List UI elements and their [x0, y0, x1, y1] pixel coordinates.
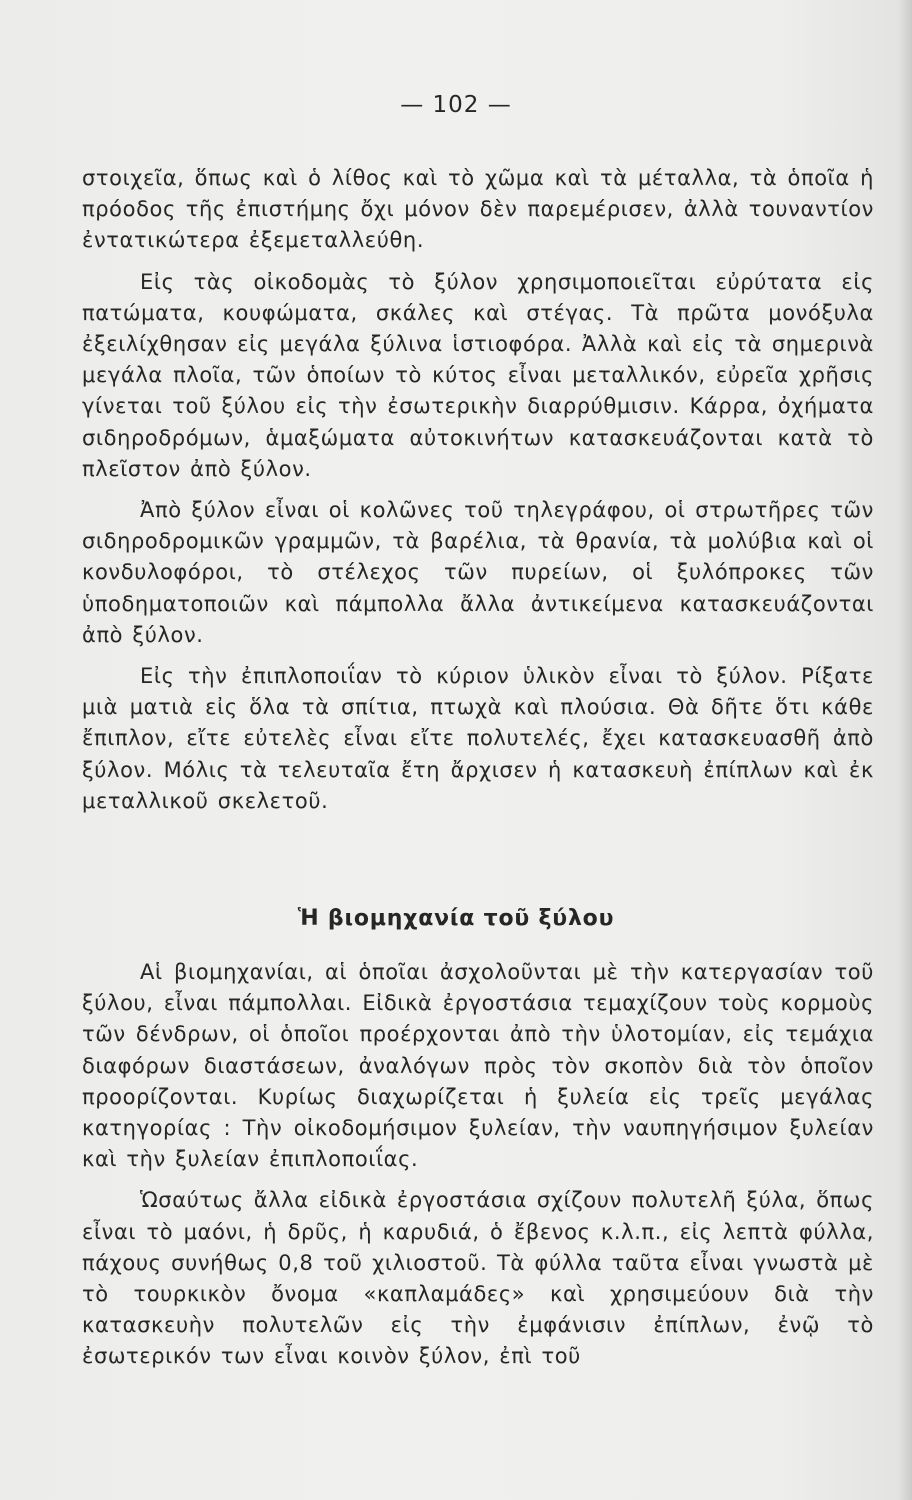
paragraph-wooden-objects: Ἀπὸ ξύλον εἶναι οἱ κολῶνες τοῦ τηλεγράφου, οἱ στρωτῆρες τῶν σιδηροδρομικῶν γραμμῶν, τὰ βαρέλια, τὰ θρανία, τὰ μολύβια καὶ οἱ κονδυλοφόροι, τὸ στέλεχος τῶν πυρείων, οἱ ξυλόπροκες τῶν ὑποδηματοποιῶν καὶ πάμπολλα ἄλλα ἀντικείμενα κατασκευάζονται ἀπὸ ξύλον. [82, 498, 874, 647]
paragraph-continued: στοιχεῖα, ὅπως καὶ ὁ λίθος καὶ τὸ χῶμα καὶ τὰ μέταλλα, τὰ ὁποῖα ἡ πρόοδος τῆς ἐπιστήμης ὄχι μόνον δὲν παρεμέρισεν, ἀλλὰ τουναντίον ἐντατικώτερα ἐξεμεταλλεύθη. [82, 166, 874, 253]
text-block-top [82, 163, 874, 817]
paragraph-construction: Εἰς τὰς οἰκοδομὰς τὸ ξύλον χρησιμοποιεῖται εὐρύτατα εἰς πατώματα, κουφώματα, σκάλες καὶ στέγας. Τὰ πρῶτα μονόξυλα ἐξειλίχθησαν εἰς μεγάλα ξύλινα ἱστιοφόρα. Ἀλλὰ καὶ εἰς τὰ σημερινὰ μεγάλα πλοῖα, τῶν ὁποίων τὸ κύτος εἶναι μεταλλικόν, εὐρεῖα χρῆσις γίνεται τοῦ ξύλου εἰς τὴν ἐσωτερικὴν διαρρύθμισιν. Κάρρα, ὀχήματα σιδηροδρόμων, ἁμαξώματα αὐτοκινήτων κατασκευάζονται κατὰ τὸ πλεῖστον ἀπὸ ξύλον. [82, 269, 874, 481]
page-edge-shadow [898, 0, 912, 1500]
paragraph-furniture: Εἰς τὴν ἐπιπλοποιΐαν τὸ κύριον ὑλικὸν εἶναι τὸ ξύλον. Ρίξατε μιὰ ματιὰ εἰς ὅλα τὰ σπίτια, πτωχὰ καὶ πλούσια. Θὰ δῆτε ὅτι κάθε ἔπιπλον, εἴτε εὐτελὲς εἶναι εἴτε πολυτελές, ἔχει κατασκευασθῆ ἀπὸ ξύλον. Μόλις τὰ τελευταῖα ἔτη ἄρχισεν ἡ κατασκευὴ ἐπίπλων καὶ ἐκ μεταλλικοῦ σκελετοῦ. [82, 664, 874, 813]
section-heading: Ἡ βιομηχανία τοῦ ξύλου [297, 906, 615, 931]
paragraph-wood-industry: Αἱ βιομηχανίαι, αἱ ὁποῖαι ἀσχολοῦνται μὲ τὴν κατεργασίαν τοῦ ξύλου, εἶναι πάμπολλαι. Εἰδικὰ ἐργοστάσια τεμαχίζουν τοὺς κορμοὺς τῶν δένδρων, οἱ ὁποῖοι προέρχονται ἀπὸ τὴν ὑλοτομίαν, εἰς τεμάχια διαφόρων διαστάσεων, ἀναλόγων πρὸς τὸν σκοπὸν διὰ τὸν ὁποῖον προορίζονται. Κυρίως διαχωρίζεται ἡ ξυλεία εἰς τρεῖς μεγάλας κατηγορίας : Τὴν οἰκοδομήσιμον ξυλείαν, τὴν ναυπηγήσιμον ξυλείαν καὶ τὴν ξυλείαν ἐπιπλοποιΐας. [82, 960, 874, 1172]
text-block-bottom [82, 957, 874, 1373]
page-number: — 102 — [400, 92, 512, 118]
paragraph-veneer: Ὡσαύτως ἄλλα εἰδικὰ ἐργοστάσια σχίζουν πολυτελῆ ξύλα, ὅπως εἶναι τὸ μαόνι, ἡ δρῦς, ἡ καρυδιά, ὁ ἔβενος κ.λ.π., εἰς λεπτὰ φύλλα, πάχους συνήθως 0,8 τοῦ χιλιοστοῦ. Τὰ φύλλα ταῦτα εἶναι γνωστὰ μὲ τὸ τουρκικὸν ὄνομα «καπλαμάδες» καὶ χρησιμεύουν διὰ τὴν κατασκευὴν πολυτελῶν εἰς τὴν ἐμφάνισιν ἐπίπλων, ἐνῷ τὸ ἐσωτερικόν των εἶναι κοινὸν ξύλον, ἐπὶ τοῦ [82, 1188, 874, 1369]
